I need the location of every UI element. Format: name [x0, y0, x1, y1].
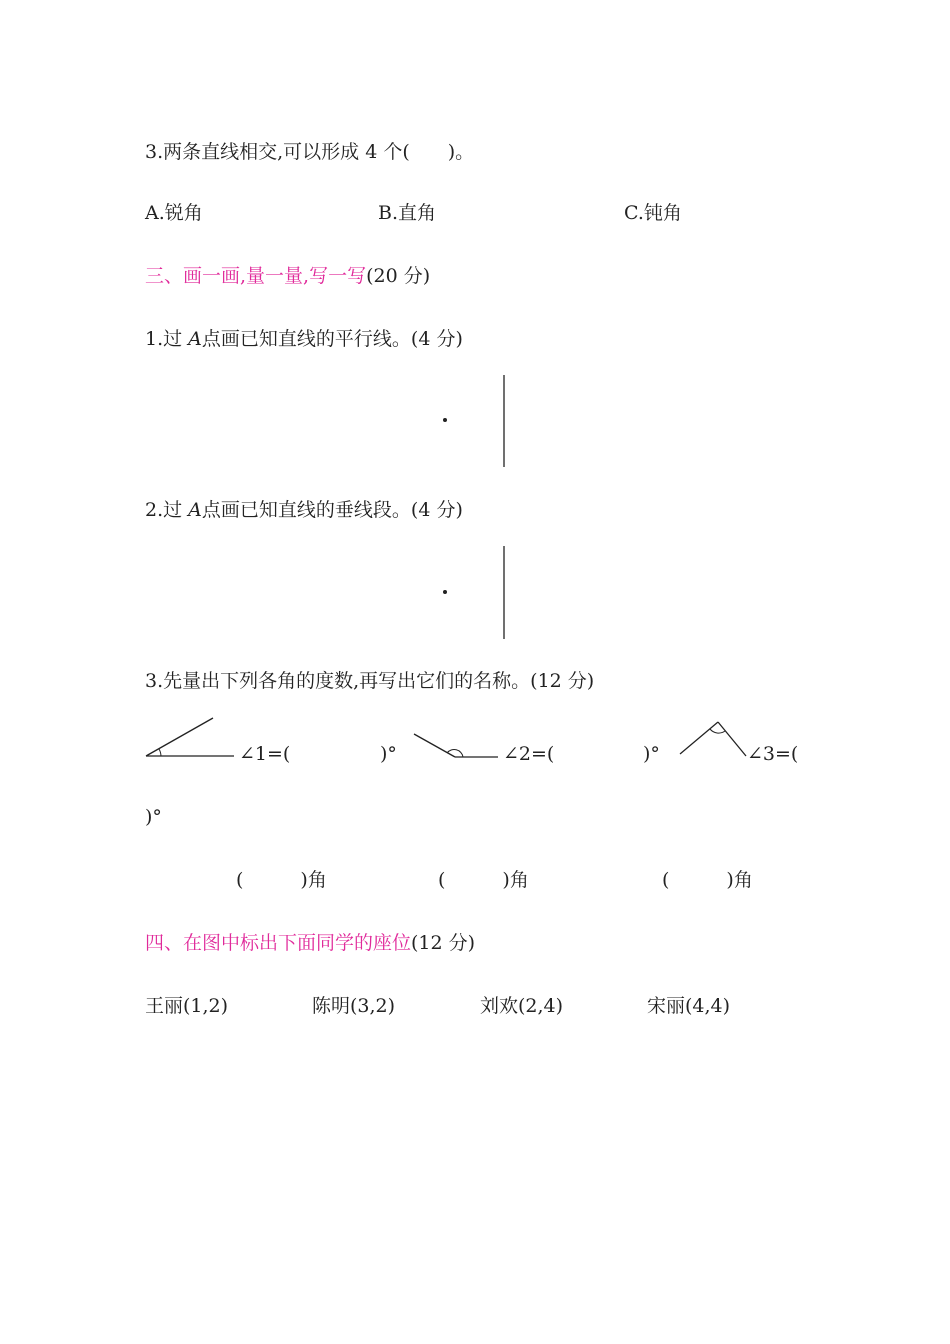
angle-1-degree-close: )° [380, 743, 397, 765]
figure-point-and-line-1 [430, 370, 520, 470]
angle-1-label: ∠1=( [239, 743, 291, 765]
angle-1-name-blank: ( )角 [236, 869, 327, 891]
item-1-suffix: 点画已知直线的平行线。(4 分) [201, 328, 463, 350]
angle-2-label: ∠2=( [503, 743, 555, 765]
item-2-suffix: 点画已知直线的垂线段。(4 分) [201, 499, 463, 521]
student-chen-ming: 陈明(3,2) [312, 995, 396, 1017]
item-1-prefix: 1.过 [145, 328, 189, 350]
question-3-intersecting-lines: 3.两条直线相交,可以形成 4 个( )。 [145, 141, 475, 163]
student-song-li: 宋丽(4,4) [647, 995, 731, 1017]
section-4-title: 四、在图中标出下面同学的座位 [145, 932, 412, 954]
section-3-heading [145, 262, 430, 290]
section-3-score: (20 分) [366, 265, 431, 287]
angle-2-figure [410, 728, 505, 763]
option-a: A.锐角 [145, 202, 203, 224]
angle-3-degree-close: )° [145, 806, 162, 828]
angle-2-name-blank: ( )角 [438, 869, 529, 891]
item-2-point-label: A [188, 499, 202, 521]
student-liu-huan: 刘欢(2,4) [480, 995, 564, 1017]
point-a-dot [443, 590, 447, 594]
option-c: C.钝角 [624, 202, 682, 224]
section-4-heading [145, 929, 475, 957]
item-3-measure-angles: 3.先量出下列各角的度数,再写出它们的名称。(12 分) [145, 670, 595, 692]
item-1-point-label: A [188, 328, 202, 350]
section-4-score: (12 分) [411, 932, 476, 954]
angle-3-figure [676, 716, 751, 761]
student-wang-li: 王丽(1,2) [145, 995, 229, 1017]
item-1-parallel-line [145, 325, 463, 353]
section-3-title: 三、画一画,量一量,写一写 [145, 265, 367, 287]
point-a-dot [443, 418, 447, 422]
angle-1-figure [140, 712, 240, 762]
item-2-prefix: 2.过 [145, 499, 189, 521]
angle-2-degree-close: )° [643, 743, 660, 765]
option-b: B.直角 [378, 202, 437, 224]
angle-3-name-blank: ( )角 [662, 869, 753, 891]
item-2-perpendicular-segment [145, 496, 463, 524]
angle-3-label: ∠3=( [747, 743, 799, 765]
figure-point-and-line-2 [430, 542, 520, 642]
